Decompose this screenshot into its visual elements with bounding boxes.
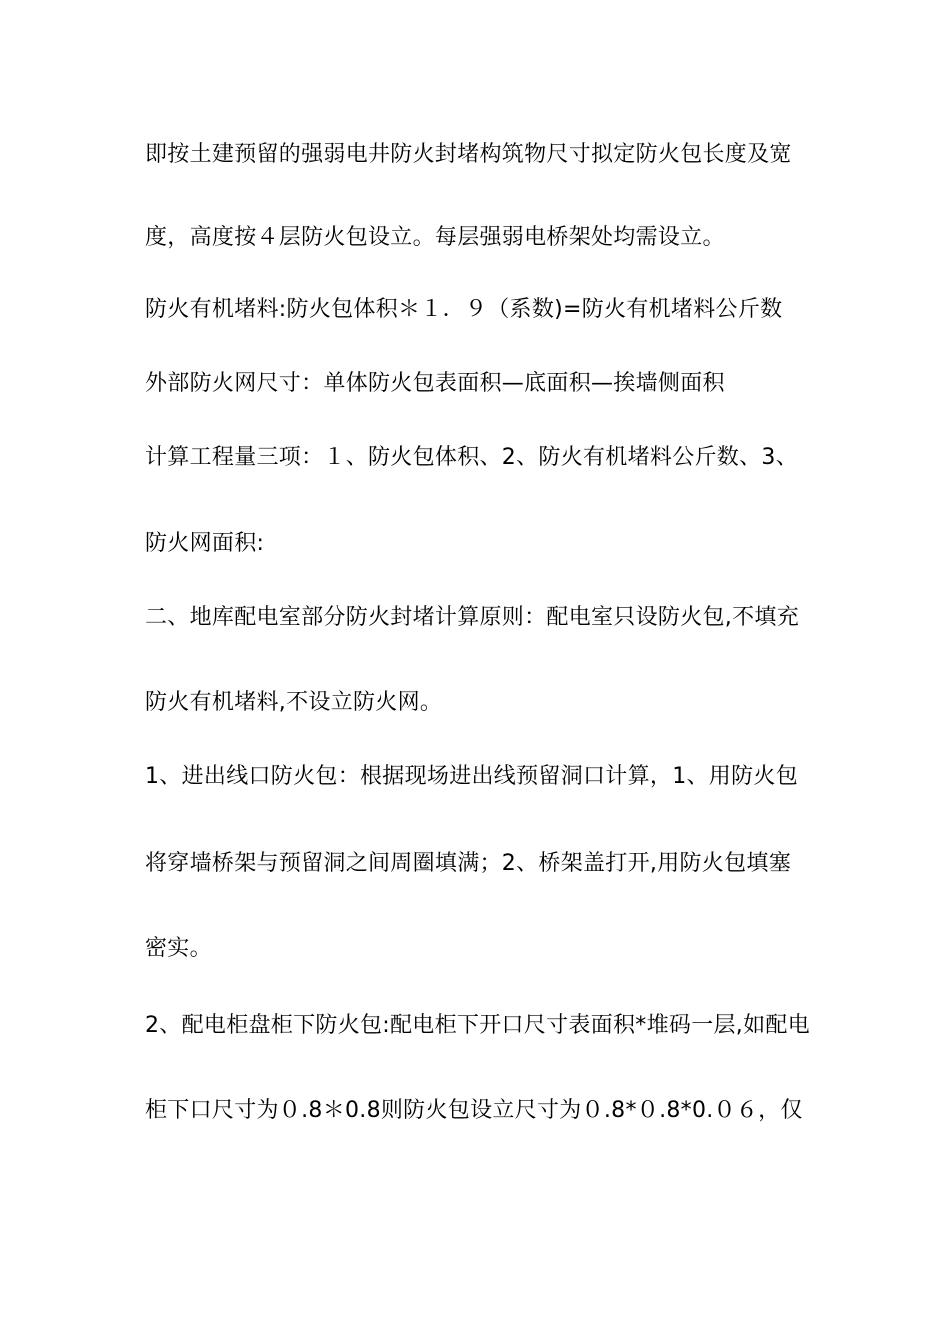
text-line-5: 计算工程量三项：１、防火包体积、2、防火有机堵料公斤数、3、 <box>145 445 798 470</box>
text-line-10: 将穿墙桥架与预留洞之间周圈填满；2、桥架盖打开,用防火包填塞 <box>145 851 791 876</box>
text-line-11: 密实。 <box>145 936 212 961</box>
text-line-4: 外部防火网尺寸：单体防火包表面积—底面积—挨墙侧面积 <box>145 371 725 396</box>
text-line-6: 防火网面积: <box>145 531 265 556</box>
text-line-1: 即按土建预留的强弱电井防火封堵构筑物尺寸拟定防火包长度及宽 <box>145 142 792 167</box>
text-line-3: 防火有机堵料:防火包体积＊１．９（系数)=防火有机堵料公斤数 <box>145 297 783 322</box>
text-line-9: 1、进出线口防火包：根据现场进出线预留洞口计算，1、用防火包 <box>145 764 798 789</box>
text-line-13: 柜下口尺寸为０.8＊0.8则防火包设立尺寸为０.8*０.8*0.０６，仅 <box>145 1098 803 1123</box>
text-line-8: 防火有机堵料,不设立防火网。 <box>145 690 443 715</box>
text-line-7: 二、地库配电室部分防火封堵计算原则：配电室只设防火包,不填充 <box>145 605 799 630</box>
text-line-12: 2、配电柜盘柜下防火包:配电柜下开口尺寸表面积*堆码一层,如配电 <box>145 1013 811 1038</box>
text-line-2: 度，高度按４层防火包设立。每层强弱电桥架处均需设立。 <box>145 225 725 250</box>
